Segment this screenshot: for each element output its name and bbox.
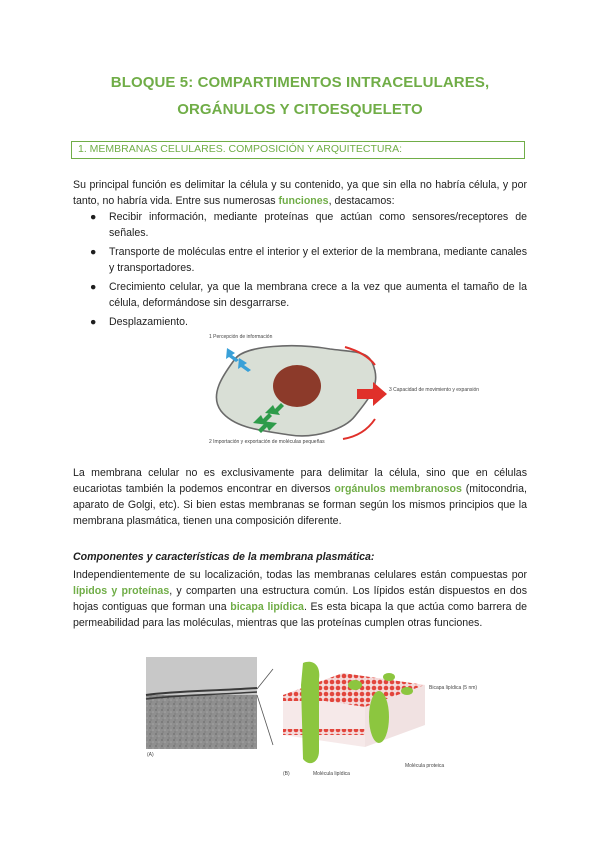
bullet-item [73, 244, 527, 276]
intro-highlight-funciones: funciones [278, 195, 329, 207]
para3-highlight-bicapa: bicapa lipídica [230, 601, 304, 613]
figure1-label-perception: 1 Percepción de información [209, 334, 273, 340]
figure1-label-movement: 3 Capacidad de movimiento y expansión [389, 387, 480, 393]
bullet-dot-icon: ● [90, 281, 97, 293]
para2-text-2: (mitocondria, aparato de Golgi, etc). Si bien estas membranas se forman según los mismos principios que la membrana plasmática, tienen una composición diferente. [73, 483, 527, 527]
figure1-label-import: 2 Importación y exportación de moléculas pequeñas [209, 439, 325, 445]
membrane-components-subheading: Componentes y características de la membrana plasmática: [73, 551, 375, 563]
organelle-paragraph [73, 465, 527, 529]
para2-highlight-organulos: orgánulos membranosos [334, 483, 462, 495]
bullet-text: Desplazamiento. [109, 316, 188, 328]
figure2-label-lipid: Molécula lipídica [313, 771, 350, 777]
figure2-label-protein: Molécula proteica [405, 763, 445, 769]
bullet-text: Crecimiento celular, ya que la membrana crece a la vez que aumenta el tamaño de la célula, deformándose sin desgarrarse. [109, 281, 527, 309]
bullet-text: Transporte de moléculas entre el interior y el exterior de la membrana, mediante canales y transportadores. [109, 246, 527, 274]
para3-text-3: . Es esta bicapa la que actúa como barrera de permeabilidad para las moléculas, mientras que las proteínas cumplen otras funciones. [73, 601, 527, 629]
section-heading-box [71, 141, 525, 159]
transmembrane-protein [301, 662, 319, 763]
intro-text-1: Su principal función es delimitar la célula y su contenido, ya que sin ella no habría célula, y por tanto, no habría vida. Entre sus numerosas [73, 179, 527, 207]
figure2-label-a: (A) [147, 752, 154, 758]
bullet-text: Recibir información, mediante proteínas que actúan como sensores/receptores de señales. [109, 211, 527, 239]
intro-paragraph [73, 177, 527, 209]
title-line-2: ORGÁNULOS Y CITOESQUELETO [177, 101, 423, 118]
cell-nucleus [273, 365, 321, 407]
title-line-1: BLOQUE 5: COMPARTIMENTOS INTRACELULARES, [110, 74, 490, 91]
bullet-item [73, 209, 527, 241]
figure2-label-bilayer: Bicapa lipídica (5 nm) [429, 685, 478, 691]
cell-functions-figure [205, 331, 480, 457]
bullet-dot-icon: ● [90, 316, 97, 328]
lipid-bilayer-illustration [283, 662, 425, 763]
bullet-item [73, 279, 527, 311]
bullet-dot-icon: ● [90, 246, 97, 258]
para3-text-1: Independientemente de su localización, todas las membranas celulares están compuestas por [73, 569, 527, 581]
para2-text-1: La membrana celular no es exclusivamente para delimitar la célula, sino que en células eucariotas también la podemos encontrar en diversos [73, 467, 527, 495]
bullet-dot-icon: ● [90, 211, 97, 223]
para3-text-2: , y comparten una estructura común. Los lípidos están dispuestos en dos hojas contiguas que forman una [73, 585, 527, 613]
intro-text-2: , destacamos: [328, 195, 395, 207]
figure2-label-b: (B) [283, 771, 290, 777]
bullet-item [73, 314, 527, 330]
membrane-structure-figure [143, 655, 478, 781]
section-heading: 1. MEMBRANAS CELULARES. COMPOSICIÓN Y ARQUITECTURA: [78, 143, 403, 155]
para3-highlight-lipidos: lípidos y proteínas [73, 585, 170, 597]
function-bullet-list [73, 209, 527, 333]
components-paragraph [73, 567, 527, 631]
